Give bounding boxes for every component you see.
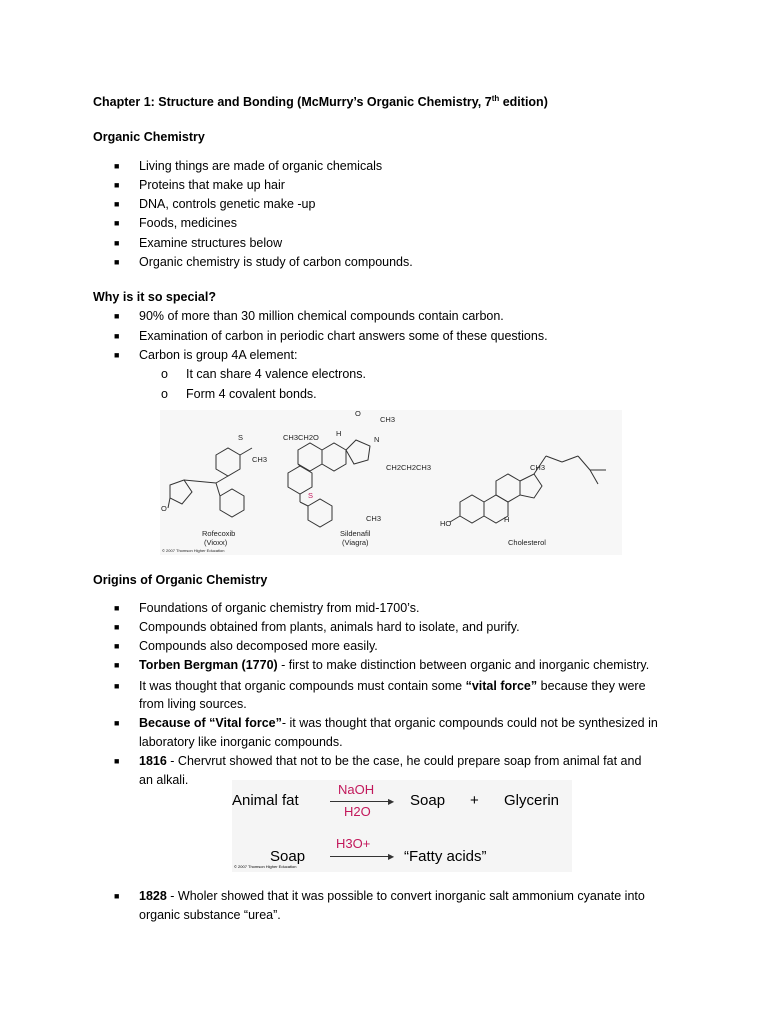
figure2-copyright: © 2007 Thomson Higher Education [234,864,297,869]
cholesterol-name: Cholesterol [508,538,546,547]
sub-bullet-marker: o [161,387,168,401]
saponification-figure [232,780,572,872]
cholesterol-h-label: H [504,515,510,524]
bullet-marker: ■ [114,622,120,632]
bullet-marker: ■ [114,603,120,613]
product-glycerin: Glycerin [504,792,560,809]
sildenafil-n-label: N [374,435,380,444]
sub-list-item: Form 4 covalent bonds. [186,387,317,401]
list-item: Compounds also decomposed more easily. [139,639,378,653]
rofecoxib-o-label: O [161,504,167,513]
list-item: Torben Bergman (1770) - first to make distinction between organic and inorganic chemistry. [139,658,650,672]
sildenafil-ch3-label: CH3 [380,415,396,424]
reactant-animal-fat: Animal fat [232,792,299,809]
list-item: Foods, medicines [139,216,237,230]
sildenafil-propyl-label: CH2CH2CH3 [386,463,432,472]
list-item-continuation: laboratory like inorganic compounds. [139,735,343,749]
reaction-arrow [330,856,392,857]
rofecoxib-ch3-label: CH3 [252,455,268,464]
bullet-marker: ■ [114,238,120,248]
list-item-continuation: an alkali. [139,773,189,787]
page-title: Chapter 1: Structure and Bonding (McMurry’s Organic Chemistry, 7th edition) [93,94,548,110]
list-item: Examination of carbon in periodic chart answers some of these questions. [139,329,548,343]
sildenafil-ch3b-label: CH3 [366,514,382,523]
cholesterol-ho-label: HO [440,519,452,528]
bullet-marker: ■ [114,331,120,341]
section-heading-why-special: Why is it so special? [93,290,216,304]
arrow-head: ▶ [388,852,395,861]
section-heading-origins: Origins of Organic Chemistry [93,573,268,587]
bullet-marker: ■ [114,311,120,321]
figure1-copyright: © 2007 Thomson Higher Education [162,548,225,553]
sub-list-item: It can share 4 valence electrons. [186,367,366,381]
cholesterol-ch3-label: CH3 [530,463,546,472]
bullet-marker: ■ [114,180,120,190]
reagent-h3o: H3O+ [336,836,371,851]
sildenafil-name: Sildenafil [340,529,371,538]
reaction-arrow [330,801,392,802]
sildenafil-ethoxy-label: CH3CH2O [283,433,319,442]
bullet-marker: ■ [114,350,120,360]
list-item-continuation: organic substance “urea”. [139,908,281,922]
list-item: Because of “Vital force”- it was thought that organic compounds could not be synthesized in [139,716,658,730]
list-item: 1816 - Chervrut showed that not to be the case, he could prepare soap from animal fat and [139,754,642,768]
reactant-soap: Soap [270,848,306,865]
bullet-marker: ■ [114,218,120,228]
bullet-marker: ■ [114,199,120,209]
bullet-marker: ■ [114,641,120,651]
product-fatty-acids: “Fatty acids” [404,848,487,865]
sildenafil-s-label: S [308,491,314,500]
plus-sign: + [470,792,479,809]
list-item: Carbon is group 4A element: [139,348,298,362]
bullet-marker: ■ [114,891,120,901]
list-item: It was thought that organic compounds must contain some “vital force” because they were [139,679,646,693]
bullet-marker: ■ [114,681,120,691]
reagent-naoh: NaOH [338,782,375,797]
reagent-h2o: H2O [344,804,371,819]
rofecoxib-brand: (Vioxx) [204,538,228,547]
bullet-marker: ■ [114,161,120,171]
rofecoxib-s-label: S [238,433,244,442]
bullet-marker: ■ [114,257,120,267]
section-heading-organic-chemistry: Organic Chemistry [93,130,205,144]
list-item: 1828 - Wholer showed that it was possible to convert inorganic salt ammonium cyanate into [139,889,645,903]
sildenafil-brand: (Viagra) [342,538,369,547]
bullet-marker: ■ [114,660,120,670]
list-item: DNA, controls genetic make -up [139,197,316,211]
product-soap: Soap [410,792,446,809]
bullet-marker: ■ [114,718,120,728]
sildenafil-h-label: H [336,429,342,438]
sub-bullet-marker: o [161,367,168,381]
list-item: Foundations of organic chemistry from mid-1700’s. [139,601,420,615]
list-item: Organic chemistry is study of carbon compounds. [139,255,413,269]
list-item: Proteins that make up hair [139,178,285,192]
list-item: Living things are made of organic chemicals [139,159,383,173]
list-item-continuation: from living sources. [139,697,247,711]
list-item: Compounds obtained from plants, animals hard to isolate, and purify. [139,620,520,634]
molecular-structures-figure [160,410,622,555]
rofecoxib-name: Rofecoxib [202,529,236,538]
arrow-head: ▶ [388,797,395,806]
bullet-marker: ■ [114,756,120,766]
list-item: 90% of more than 30 million chemical compounds contain carbon. [139,309,504,323]
list-item: Examine structures below [139,236,283,250]
sildenafil-o-label: O [355,410,361,418]
